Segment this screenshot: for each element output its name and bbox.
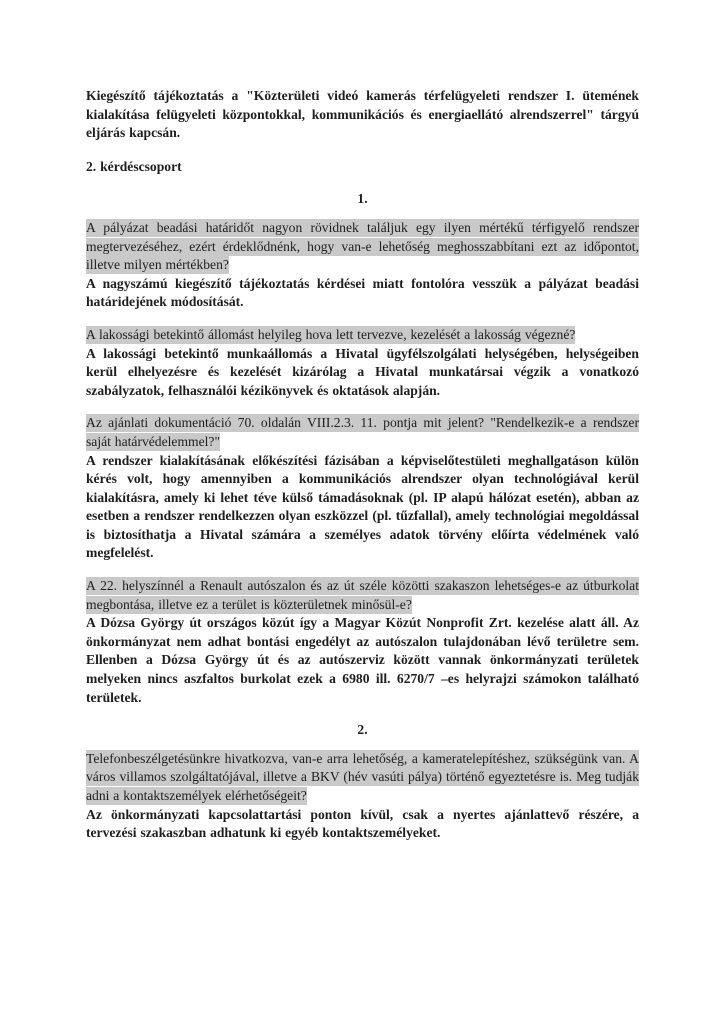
section-2-number: 2. xyxy=(357,722,368,738)
question-paragraph xyxy=(86,219,639,275)
question-text: A pályázat beadási határidőt nagyon rövidnek találjuk egy ilyen mértékű térfigyelő rendszer megtervezéséhez, ezért érdeklődnénk, hogy van-e lehetőség meghosszabbítani ezt az időpontot, illetve milyen mértékben? xyxy=(86,219,639,273)
question-paragraph xyxy=(86,577,639,614)
answer-text: A rendszer kialakításának előkészítési fázisában a képviselőtestületi meghallgatáson külön kérés volt, hogy amennyiben a kommunikációs alrendszer olyan technológiával kerül kialakításra, amely ki lehet téve külső támadásoknak (pl. IP alapú hálózat esetén), abban az esetben a rendszer rendelkezzen olyan eszközzel (pl. tűzfallal), amely technológiai megoldással is biztosíthatja a Hivatal számára a személyes adatok törvény előírta védelmének való megfelelést. xyxy=(86,452,639,561)
question-paragraph xyxy=(86,326,639,345)
answer-text: A Dózsa György út országos közút így a Magyar Közút Nonprofit Zrt. kezelése alatt áll. Az önkormányzat nem adhat bontási engedélyt az autószalon tulajdonában lévő területre sem. Ellenben a Dózsa György út és az autószerviz között vannak önkormányzati területek melyeken nincs aszfaltos burkolat ezek a 6980 ill. 6270/7 –es helyrajzi számokon található területek. xyxy=(86,615,639,705)
question-text: Telefonbeszélgetésünkre hivatkozva, van-e arra lehetőség, a kameratelepítéshez, szükségünk van. A város villamos szolgáltatójával, illetve a BKV (hév vasúti pálya) történő egyeztetésre is. Meg tudják adni a kontaktszemélyek elérhetőségeit? xyxy=(86,750,639,803)
qa-block xyxy=(86,750,639,843)
document-title: Kiegészítő tájékoztatás a "Közterületi videó kamerás térfelügyeleti rendszer I. ütemének kialakítása felügyeleti központokkal, kommunikációs és energiaellátó alrendszerrel" tárgyú eljárás kapcsán. xyxy=(86,88,639,141)
document-content xyxy=(86,87,639,843)
qa-block xyxy=(86,577,639,707)
qa-block xyxy=(86,414,639,563)
question-paragraph xyxy=(86,750,639,806)
qa-block xyxy=(86,326,639,400)
question-group-heading: 2. kérdéscsoport xyxy=(86,158,182,174)
answer-text: A nagyszámú kiegészítő tájékoztatás kérdései miatt fontolóra vesszük a pályázat beadási határidejének módosítását. xyxy=(86,275,639,310)
question-paragraph xyxy=(86,414,639,451)
answer-text: A lakossági betekintő munkaállomás a Hivatal ügyfélszolgálati helységében, helységeiben kerül elhelyezésre és kezelését kizárólag a Hivatal munkatársai végzik a vonatkozó szabályzatok, felhasználói kézikönyvek és oktatások alapján. xyxy=(86,345,639,398)
question-text: Az ajánlati dokumentáció 70. oldalán VIII.2.3. 11. pontja mit jelent? "Rendelkezik-e a rendszer saját határvédelemmel?" xyxy=(86,415,639,449)
qa-block xyxy=(86,219,639,312)
question-text: A 22. helyszínnél a Renault autószalon és az út széle közötti szakaszon lehetséges-e az útburkolat megbontása, illetve ez a terület is közterületnek minősül-e? xyxy=(86,578,639,612)
answer-text: Az önkormányzati kapcsolattartási ponton kívül, csak a nyertes ajánlattevő részére, a tervezési szakaszban adhatunk ki egyéb kontaktszemélyeket. xyxy=(86,806,639,841)
section-1-number: 1. xyxy=(357,191,368,207)
question-text: A lakossági betekintő állomást helyileg hova lett tervezve, kezelését a lakosság végezné? xyxy=(86,326,576,342)
